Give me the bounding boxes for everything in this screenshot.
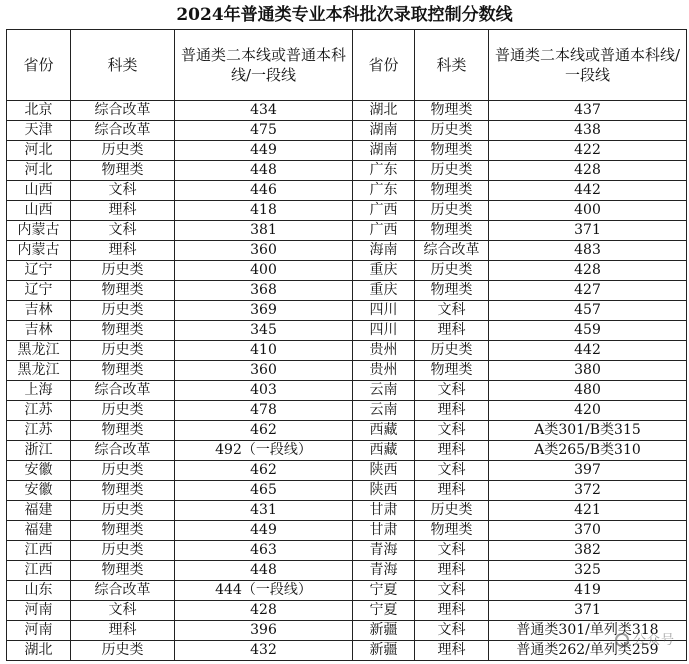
table-row (7, 501, 687, 521)
table-row (7, 261, 687, 281)
cell-score: 442 (489, 181, 687, 201)
table-row (7, 421, 687, 441)
cell-score: 462 (175, 421, 353, 441)
cell-score: 369 (175, 301, 353, 321)
cell-score: 419 (489, 581, 687, 601)
cell-score: 444（一段线） (175, 581, 353, 601)
cell-score: 381 (175, 221, 353, 241)
table-row (7, 561, 687, 581)
cell-category: 物理类 (71, 421, 175, 441)
table-row (7, 521, 687, 541)
cell-score: 345 (175, 321, 353, 341)
cell-category: 历史类 (71, 401, 175, 421)
cell-province: 江西 (7, 561, 71, 581)
cell-score: 448 (175, 161, 353, 181)
table-row (7, 541, 687, 561)
cell-score: 421 (489, 501, 687, 521)
table-row (7, 401, 687, 421)
cell-province: 陕西 (353, 461, 415, 481)
cell-category: 物理类 (415, 181, 489, 201)
cell-category: 文科 (415, 461, 489, 481)
cell-province: 安徽 (7, 461, 71, 481)
cell-province: 江西 (7, 541, 71, 561)
table-row (7, 581, 687, 601)
cell-province: 山西 (7, 181, 71, 201)
cell-score: 422 (489, 141, 687, 161)
cell-score: 492（一段线） (175, 441, 353, 461)
cell-category: 历史类 (415, 201, 489, 221)
cell-category: 物理类 (71, 361, 175, 381)
cell-category: 历史类 (71, 261, 175, 281)
cell-category: 理科 (415, 441, 489, 461)
cell-category: 物理类 (415, 141, 489, 161)
cell-score: 380 (489, 361, 687, 381)
cell-score: 478 (175, 401, 353, 421)
table-row (7, 461, 687, 481)
cell-province: 新疆 (353, 621, 415, 641)
cell-province: 河北 (7, 141, 71, 161)
cell-province: 辽宁 (7, 281, 71, 301)
cell-province: 黑龙江 (7, 341, 71, 361)
cell-province: 江苏 (7, 401, 71, 421)
cell-province: 重庆 (353, 281, 415, 301)
cell-category: 文科 (71, 601, 175, 621)
cell-province: 湖南 (353, 121, 415, 141)
table-row (7, 161, 687, 181)
cell-category: 物理类 (415, 281, 489, 301)
cell-category: 物理类 (71, 561, 175, 581)
cell-category: 物理类 (415, 221, 489, 241)
cell-score: 420 (489, 401, 687, 421)
cell-category: 历史类 (415, 161, 489, 181)
cell-category: 理科 (415, 401, 489, 421)
cell-score: 400 (175, 261, 353, 281)
cell-province: 青海 (353, 541, 415, 561)
cell-province: 河南 (7, 601, 71, 621)
cell-category: 历史类 (71, 641, 175, 661)
cell-category: 理科 (415, 561, 489, 581)
cell-category: 综合改革 (71, 381, 175, 401)
cell-province: 陕西 (353, 481, 415, 501)
header-province: 省份 (353, 30, 415, 101)
cell-province: 湖南 (353, 141, 415, 161)
cell-score: 403 (175, 381, 353, 401)
cell-category: 历史类 (415, 261, 489, 281)
table-row (7, 381, 687, 401)
cell-category: 历史类 (71, 341, 175, 361)
cell-province: 湖北 (353, 101, 415, 121)
header-score: 普通类二本线或普通本科线/一段线 (175, 30, 353, 101)
cell-category: 历史类 (415, 121, 489, 141)
cell-category: 历史类 (71, 541, 175, 561)
cell-category: 物理类 (71, 281, 175, 301)
wechat-icon (615, 633, 629, 647)
cell-category: 综合改革 (71, 581, 175, 601)
cell-category: 理科 (71, 241, 175, 261)
cell-province: 内蒙古 (7, 241, 71, 261)
cell-province: 江苏 (7, 421, 71, 441)
cell-score: 437 (489, 101, 687, 121)
cell-score: 459 (489, 321, 687, 341)
cell-score: 325 (489, 561, 687, 581)
cell-province: 青海 (353, 561, 415, 581)
cell-score: 360 (175, 241, 353, 261)
cell-score: A类265/B类310 (489, 441, 687, 461)
cell-score: 465 (175, 481, 353, 501)
cell-score: 371 (489, 601, 687, 621)
table-row (7, 641, 687, 661)
cell-category: 历史类 (71, 501, 175, 521)
cell-category: 物理类 (415, 521, 489, 541)
cell-category: 理科 (415, 321, 489, 341)
cell-category: 物理类 (71, 321, 175, 341)
table-row (7, 181, 687, 201)
table-row (7, 301, 687, 321)
cell-province: 广东 (353, 181, 415, 201)
cell-province: 四川 (353, 321, 415, 341)
cell-province: 重庆 (353, 261, 415, 281)
table-row (7, 201, 687, 221)
cell-province: 海南 (353, 241, 415, 261)
cell-province: 上海 (7, 381, 71, 401)
score-table (6, 29, 687, 661)
cell-province: 西藏 (353, 421, 415, 441)
cell-category: 理科 (415, 481, 489, 501)
cell-province: 河北 (7, 161, 71, 181)
header-row (7, 30, 687, 101)
cell-province: 山东 (7, 581, 71, 601)
table-row (7, 621, 687, 641)
cell-score: 438 (489, 121, 687, 141)
cell-province: 贵州 (353, 341, 415, 361)
cell-category: 历史类 (71, 301, 175, 321)
cell-province: 吉林 (7, 301, 71, 321)
cell-score: 475 (175, 121, 353, 141)
cell-province: 福建 (7, 521, 71, 541)
cell-province: 湖北 (7, 641, 71, 661)
cell-category: 综合改革 (71, 101, 175, 121)
cell-category: 文科 (415, 581, 489, 601)
cell-score: 427 (489, 281, 687, 301)
cell-category: 物理类 (415, 361, 489, 381)
cell-province: 贵州 (353, 361, 415, 381)
table-row (7, 441, 687, 461)
table-title: 2024年普通类专业本科批次录取控制分数线 (176, 5, 513, 25)
cell-province: 黑龙江 (7, 361, 71, 381)
cell-province: 甘肃 (353, 521, 415, 541)
cell-category: 理科 (415, 601, 489, 621)
cell-score: 442 (489, 341, 687, 361)
cell-category: 综合改革 (71, 121, 175, 141)
cell-category: 文科 (415, 421, 489, 441)
cell-score: A类301/B类315 (489, 421, 687, 441)
cell-score: 446 (175, 181, 353, 201)
cell-score: 457 (489, 301, 687, 321)
cell-score: 382 (489, 541, 687, 561)
cell-province: 安徽 (7, 481, 71, 501)
cell-category: 理科 (71, 621, 175, 641)
cell-score: 448 (175, 561, 353, 581)
cell-province: 辽宁 (7, 261, 71, 281)
header-score: 普通类二本线或普通本科线/一段线 (489, 30, 687, 101)
table-row (7, 281, 687, 301)
cell-province: 吉林 (7, 321, 71, 341)
cell-score: 463 (175, 541, 353, 561)
cell-province: 宁夏 (353, 581, 415, 601)
table-row (7, 101, 687, 121)
cell-province: 宁夏 (353, 601, 415, 621)
cell-province: 西藏 (353, 441, 415, 461)
cell-score: 428 (489, 261, 687, 281)
cell-score: 368 (175, 281, 353, 301)
table-row (7, 321, 687, 341)
cell-province: 云南 (353, 381, 415, 401)
cell-province: 新疆 (353, 641, 415, 661)
cell-score: 418 (175, 201, 353, 221)
cell-category: 文科 (415, 541, 489, 561)
cell-score: 397 (489, 461, 687, 481)
cell-score: 483 (489, 241, 687, 261)
cell-score: 372 (489, 481, 687, 501)
cell-category: 文科 (415, 621, 489, 641)
cell-province: 广西 (353, 221, 415, 241)
cell-province: 天津 (7, 121, 71, 141)
cell-province: 北京 (7, 101, 71, 121)
cell-province: 河南 (7, 621, 71, 641)
cell-score: 396 (175, 621, 353, 641)
table-row (7, 481, 687, 501)
cell-category: 理科 (415, 641, 489, 661)
cell-score: 370 (489, 521, 687, 541)
watermark (615, 629, 675, 648)
cell-category: 历史类 (415, 341, 489, 361)
cell-province: 广东 (353, 161, 415, 181)
cell-score: 434 (175, 101, 353, 121)
cell-score: 449 (175, 141, 353, 161)
table-row (7, 221, 687, 241)
cell-score: 410 (175, 341, 353, 361)
cell-score: 428 (489, 161, 687, 181)
cell-category: 历史类 (71, 141, 175, 161)
cell-province: 广西 (353, 201, 415, 221)
cell-category: 物理类 (71, 521, 175, 541)
cell-category: 文科 (71, 181, 175, 201)
cell-category: 历史类 (71, 461, 175, 481)
cell-province: 四川 (353, 301, 415, 321)
cell-score: 普通类262/单列类259 (489, 641, 687, 661)
cell-score: 400 (489, 201, 687, 221)
cell-score: 371 (489, 221, 687, 241)
table-row (7, 601, 687, 621)
header-province: 省份 (7, 30, 71, 101)
cell-category: 理科 (71, 201, 175, 221)
cell-province: 甘肃 (353, 501, 415, 521)
cell-province: 云南 (353, 401, 415, 421)
cell-category: 综合改革 (71, 441, 175, 461)
table-row (7, 361, 687, 381)
cell-category: 物理类 (71, 481, 175, 501)
table-row (7, 241, 687, 261)
cell-score: 480 (489, 381, 687, 401)
cell-category: 综合改革 (415, 241, 489, 261)
header-category: 科类 (71, 30, 175, 101)
table-row (7, 121, 687, 141)
cell-score: 普通类301/单列类318 (489, 621, 687, 641)
cell-category: 物理类 (71, 161, 175, 181)
cell-province: 福建 (7, 501, 71, 521)
cell-province: 浙江 (7, 441, 71, 461)
cell-score: 431 (175, 501, 353, 521)
cell-category: 文科 (71, 221, 175, 241)
cell-score: 449 (175, 521, 353, 541)
watermark-text: 公众号 (632, 633, 675, 648)
cell-province: 山西 (7, 201, 71, 221)
cell-category: 历史类 (415, 501, 489, 521)
cell-category: 物理类 (415, 101, 489, 121)
table-row (7, 341, 687, 361)
cell-province: 内蒙古 (7, 221, 71, 241)
cell-score: 462 (175, 461, 353, 481)
cell-category: 文科 (415, 301, 489, 321)
cell-score: 428 (175, 601, 353, 621)
cell-score: 432 (175, 641, 353, 661)
cell-category: 文科 (415, 381, 489, 401)
header-category: 科类 (415, 30, 489, 101)
table-row (7, 141, 687, 161)
cell-score: 360 (175, 361, 353, 381)
